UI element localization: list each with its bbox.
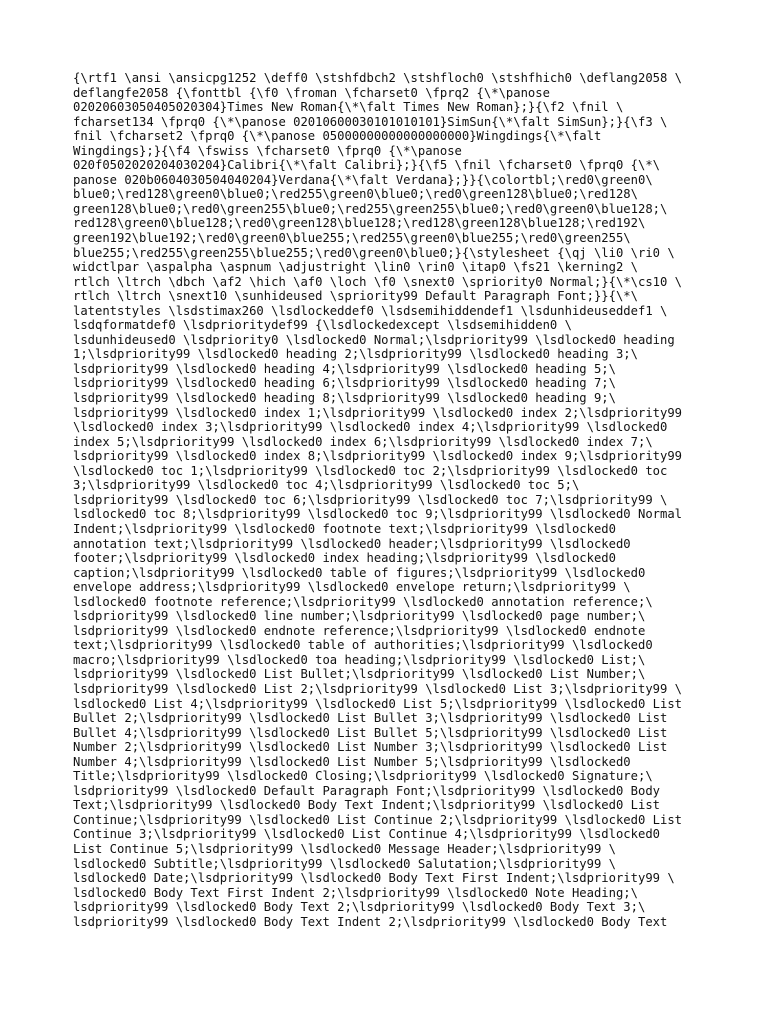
rtf-text-line: annotation text;\lsdpriority99 \lsdlocked0 header;\lsdpriority99 \lsdlocked0 [73, 536, 631, 551]
rtf-text-line: blue0;\red128\green0\blue0;\red255\green0\blue0;\red0\green128\blue0;\red128\ [73, 187, 638, 202]
rtf-text-line: red128\green0\blue128;\red0\green128\blue128;\red128\green128\blue128;\red192\ [73, 216, 646, 231]
rtf-text-line: lsdlocked0 Subtitle;\lsdpriority99 \lsdlocked0 Salutation;\lsdpriority99 \ [73, 856, 616, 871]
rtf-text-line: fcharset134 \fprq0 {\*\panose 02010600030101010101}SimSun{\*\falt SimSun};}{\f3 \ [73, 114, 668, 129]
rtf-text-line: lsdpriority99 \lsdlocked0 toc 6;\lsdpriority99 \lsdlocked0 toc 7;\lsdpriority99 \ [73, 492, 668, 507]
rtf-text-line: rtlch \ltrch \dbch \af2 \hich \af0 \loch \f0 \snext0 \spriority0 Normal;}{\*\cs10 \ [73, 274, 683, 289]
rtf-source-text [73, 71, 703, 929]
rtf-text-line: 3;\lsdpriority99 \lsdlocked0 toc 4;\lsdpriority99 \lsdlocked0 toc 5;\ [73, 478, 580, 493]
rtf-text-line: lsdqformatdef0 \lsdprioritydef99 {\lsdlockedexcept \lsdsemihidden0 \ [73, 318, 572, 333]
rtf-text-line: lsdpriority99 \lsdlocked0 Body Text 2;\lsdpriority99 \lsdlocked0 Body Text 3;\ [73, 900, 646, 915]
rtf-text-line: lsdlocked0 footnote reference;\lsdpriority99 \lsdlocked0 annotation reference;\ [73, 594, 653, 609]
rtf-text-line: lsdlocked0 Body Text First Indent 2;\lsdpriority99 \lsdlocked0 Note Heading;\ [73, 885, 638, 900]
rtf-text-line: lsdpriority99 \lsdlocked0 line number;\lsdpriority99 \lsdlocked0 page number;\ [73, 609, 646, 624]
rtf-text-line: text;\lsdpriority99 \lsdlocked0 table of authorities;\lsdpriority99 \lsdlocked0 [73, 638, 653, 653]
rtf-text-line: \lsdlocked0 toc 1;\lsdpriority99 \lsdlocked0 toc 2;\lsdpriority99 \lsdlocked0 toc [73, 463, 668, 478]
rtf-text-line: Continue 3;\lsdpriority99 \lsdlocked0 List Continue 4;\lsdpriority99 \lsdlocked0 [73, 827, 660, 842]
rtf-text-line: lsdpriority99 \lsdlocked0 endnote reference;\lsdpriority99 \lsdlocked0 endnote [73, 623, 646, 638]
rtf-text-line: deflangfe2058 {\fonttbl {\f0 \froman \fcharset0 \fprq2 {\*\panose [73, 85, 550, 100]
rtf-text-line: lsdpriority99 \lsdlocked0 List Bullet;\lsdpriority99 \lsdlocked0 List Number;\ [73, 667, 646, 682]
rtf-text-line: 02020603050405020304}Times New Roman{\*\falt Times New Roman};}{\f2 \fnil \ [73, 100, 624, 115]
rtf-text-line: blue255;\red255\green255\blue255;\red0\green0\blue0;}{\stylesheet {\qj \li0 \ri0 \ [73, 245, 675, 260]
rtf-text-line: macro;\lsdpriority99 \lsdlocked0 toa heading;\lsdpriority99 \lsdlocked0 List;\ [73, 652, 646, 667]
rtf-text-line: Number 2;\lsdpriority99 \lsdlocked0 List Number 3;\lsdpriority99 \lsdlocked0 List [73, 740, 668, 755]
rtf-text-line: panose 020b0604030504040204}Verdana{\*\falt Verdana};}}{\colortbl;\red0\green0\ [73, 172, 653, 187]
rtf-text-line: lsdpriority99 \lsdlocked0 index 8;\lsdpriority99 \lsdlocked0 index 9;\lsdpriority99 [73, 449, 683, 464]
rtf-text-line: Wingdings};}{\f4 \fswiss \fcharset0 \fprq0 {\*\panose [73, 143, 462, 158]
rtf-text-line: lsdpriority99 \lsdlocked0 heading 6;\lsdpriority99 \lsdlocked0 heading 7;\ [73, 376, 616, 391]
rtf-text-line: lsdpriority99 \lsdlocked0 heading 8;\lsdpriority99 \lsdlocked0 heading 9;\ [73, 391, 616, 406]
rtf-text-line: green128\blue0;\red0\green255\blue0;\red255\green255\blue0;\red0\green0\blue128;\ [73, 201, 668, 216]
rtf-text-line: index 5;\lsdpriority99 \lsdlocked0 index 6;\lsdpriority99 \lsdlocked0 index 7;\ [73, 434, 653, 449]
rtf-text-line: lsdpriority99 \lsdlocked0 Default Paragraph Font;\lsdpriority99 \lsdlocked0 Body [73, 783, 660, 798]
rtf-text-line: lsdpriority99 \lsdlocked0 Body Text Indent 2;\lsdpriority99 \lsdlocked0 Body Text [73, 914, 668, 929]
rtf-text-line: Number 4;\lsdpriority99 \lsdlocked0 List Number 5;\lsdpriority99 \lsdlocked0 [73, 754, 631, 769]
rtf-text-line: Bullet 4;\lsdpriority99 \lsdlocked0 List Bullet 5;\lsdpriority99 \lsdlocked0 List [73, 725, 668, 740]
rtf-text-line: lsdlocked0 List 4;\lsdpriority99 \lsdlocked0 List 5;\lsdpriority99 \lsdlocked0 List [73, 696, 683, 711]
rtf-text-line: lsdpriority99 \lsdlocked0 index 1;\lsdpriority99 \lsdlocked0 index 2;\lsdpriority99 [73, 405, 683, 420]
rtf-text-line: lsdpriority99 \lsdlocked0 List 2;\lsdpriority99 \lsdlocked0 List 3;\lsdpriority99 \ [73, 681, 683, 696]
rtf-text-line: Continue;\lsdpriority99 \lsdlocked0 List Continue 2;\lsdpriority99 \lsdlocked0 List [73, 812, 683, 827]
rtf-text-line: lsdlocked0 Date;\lsdpriority99 \lsdlocked0 Body Text First Indent;\lsdpriority99 \ [73, 871, 675, 886]
rtf-text-line: lsdlocked0 toc 8;\lsdpriority99 \lsdlocked0 toc 9;\lsdpriority99 \lsdlocked0 Normal [73, 507, 683, 522]
rtf-text-line: envelope address;\lsdpriority99 \lsdlocked0 envelope return;\lsdpriority99 \ [73, 580, 631, 595]
rtf-text-line: rtlch \ltrch \snext10 \sunhideused \spriority99 Default Paragraph Font;}}{\*\ [73, 289, 638, 304]
rtf-text-line: green192\blue192;\red0\green0\blue255;\red255\green0\blue255;\red0\green255\ [73, 231, 631, 246]
rtf-text-line: fnil \fcharset2 \fprq0 {\*\panose 05000000000000000000}Wingdings{\*\falt [73, 129, 602, 144]
rtf-text-line: lsdpriority99 \lsdlocked0 heading 4;\lsdpriority99 \lsdlocked0 heading 5;\ [73, 361, 616, 376]
rtf-text-line: Text;\lsdpriority99 \lsdlocked0 Body Text Indent;\lsdpriority99 \lsdlocked0 List [73, 798, 660, 813]
rtf-text-line: 020f0502020204030204}Calibri{\*\falt Calibri};}{\f5 \fnil \fcharset0 \fprq0 {\*\ [73, 158, 660, 173]
rtf-text-line: \lsdlocked0 index 3;\lsdpriority99 \lsdlocked0 index 4;\lsdpriority99 \lsdlocked0 [73, 420, 668, 435]
rtf-text-line: caption;\lsdpriority99 \lsdlocked0 table of figures;\lsdpriority99 \lsdlocked0 [73, 565, 646, 580]
rtf-text-line: footer;\lsdpriority99 \lsdlocked0 index heading;\lsdpriority99 \lsdlocked0 [73, 551, 616, 566]
rtf-text-line: List Continue 5;\lsdpriority99 \lsdlocked0 Message Header;\lsdpriority99 \ [73, 841, 616, 856]
rtf-text-line: 1;\lsdpriority99 \lsdlocked0 heading 2;\lsdpriority99 \lsdlocked0 heading 3;\ [73, 347, 638, 362]
rtf-text-line: latentstyles \lsdstimax260 \lsdlockeddef0 \lsdsemihiddendef1 \lsdunhideuseddef1 \ [73, 303, 668, 318]
rtf-text-line: lsdunhideused0 \lsdpriority0 \lsdlocked0 Normal;\lsdpriority99 \lsdlocked0 heading [73, 332, 675, 347]
rtf-text-line: {\rtf1 \ansi \ansicpg1252 \deff0 \stshfdbch2 \stshfloch0 \stshfhich0 \deflang2058 \ [73, 71, 683, 85]
rtf-text-line: Indent;\lsdpriority99 \lsdlocked0 footnote text;\lsdpriority99 \lsdlocked0 [73, 521, 616, 536]
rtf-text-line: Title;\lsdpriority99 \lsdlocked0 Closing;\lsdpriority99 \lsdlocked0 Signature;\ [73, 769, 653, 784]
rtf-text-line: widctlpar \aspalpha \aspnum \adjustright \lin0 \rin0 \itap0 \fs21 \kerning2 \ [73, 260, 638, 275]
rtf-text-line: Bullet 2;\lsdpriority99 \lsdlocked0 List Bullet 3;\lsdpriority99 \lsdlocked0 List [73, 711, 668, 726]
